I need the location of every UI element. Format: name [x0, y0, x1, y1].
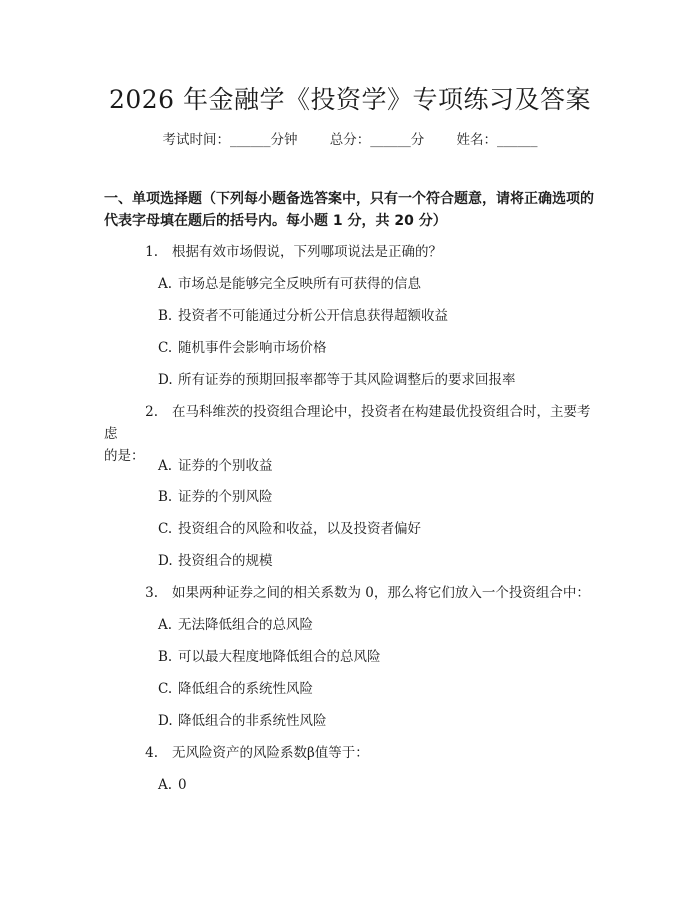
question-text: 根据有效市场假说，下列哪项说法是正确的？	[172, 244, 442, 260]
question-text: 无风险资产的风险系数β值等于：	[172, 745, 369, 761]
option-text: 所有证券的预期回报率都等于其风险调整后的要求回报率	[178, 372, 516, 388]
option-letter: D.	[158, 713, 173, 729]
option-letter: A.	[158, 276, 173, 292]
question-number: 3.	[145, 585, 158, 601]
question-1-option-b	[158, 305, 598, 327]
option-text: 降低组合的非系统性风险	[178, 713, 327, 729]
option-text: 市场总是能够完全反映所有可获得的信息	[178, 276, 421, 292]
question-2-option-d	[158, 550, 598, 572]
question-3-option-c	[158, 678, 598, 700]
question-number: 2.	[145, 404, 158, 420]
option-letter: C.	[158, 681, 173, 697]
question-number: 1.	[145, 244, 158, 260]
option-letter: B.	[158, 649, 173, 665]
option-letter: A.	[158, 617, 173, 633]
option-letter: C.	[158, 340, 173, 356]
question-number: 4.	[145, 745, 158, 761]
option-text: 降低组合的系统性风险	[178, 681, 313, 697]
option-text: 0	[178, 777, 187, 793]
name-field: 姓名：______	[456, 132, 538, 148]
option-text: 投资组合的风险和收益，以及投资者偏好	[178, 521, 421, 537]
question-1-option-a	[158, 273, 598, 295]
question-4	[104, 742, 600, 764]
question-text-line-1: 在马科维茨的投资组合理论中，投资者在构建最优投资组合时，主要考虑	[104, 404, 591, 442]
option-text: 投资组合的规模	[178, 553, 273, 569]
question-1-option-c	[158, 337, 598, 359]
option-letter: A.	[158, 458, 173, 474]
question-3-option-a	[158, 614, 598, 636]
question-1-option-d	[158, 369, 598, 391]
option-text: 随机事件会影响市场价格	[178, 340, 327, 356]
option-letter: D.	[158, 553, 173, 569]
exam-time-field: 考试时间：______分钟	[162, 132, 298, 148]
question-text-line-2: 的是：	[104, 448, 145, 464]
option-text: 证券的个别风险	[178, 489, 273, 505]
question-4-option-a	[158, 774, 598, 796]
question-3-option-d	[158, 710, 598, 732]
question-1	[104, 241, 600, 263]
option-text: 证券的个别收益	[178, 458, 273, 474]
question-2-option-c	[158, 518, 598, 540]
option-text: 投资者不可能通过分析公开信息获得超额收益	[178, 308, 448, 324]
question-text: 如果两种证券之间的相关系数为 0，那么将它们放入一个投资组合中：	[172, 585, 590, 601]
question-2-option-a	[158, 455, 598, 477]
question-3	[104, 582, 600, 604]
question-3-option-b	[158, 646, 598, 668]
page-title: 2026 年金融学《投资学》专项练习及答案	[108, 85, 592, 114]
option-text: 无法降低组合的总风险	[178, 617, 313, 633]
option-letter: A.	[158, 777, 173, 793]
total-score-field: 总分：______分	[329, 132, 425, 148]
option-letter: D.	[158, 372, 173, 388]
option-text: 可以最大程度地降低组合的总风险	[178, 649, 381, 665]
section-heading-line-1: 一、单项选择题（下列每小题备选答案中，只有一个符合题意，请将正确选项的	[104, 191, 594, 207]
option-letter: C.	[158, 521, 173, 537]
question-2-option-b	[158, 486, 598, 508]
section-heading-line-2: 代表字母填在题后的括号内。每小题 1 分，共 20 分）	[104, 213, 447, 229]
option-letter: B.	[158, 489, 173, 505]
section-heading	[104, 188, 604, 232]
exam-meta	[0, 129, 700, 151]
option-letter: B.	[158, 308, 173, 324]
